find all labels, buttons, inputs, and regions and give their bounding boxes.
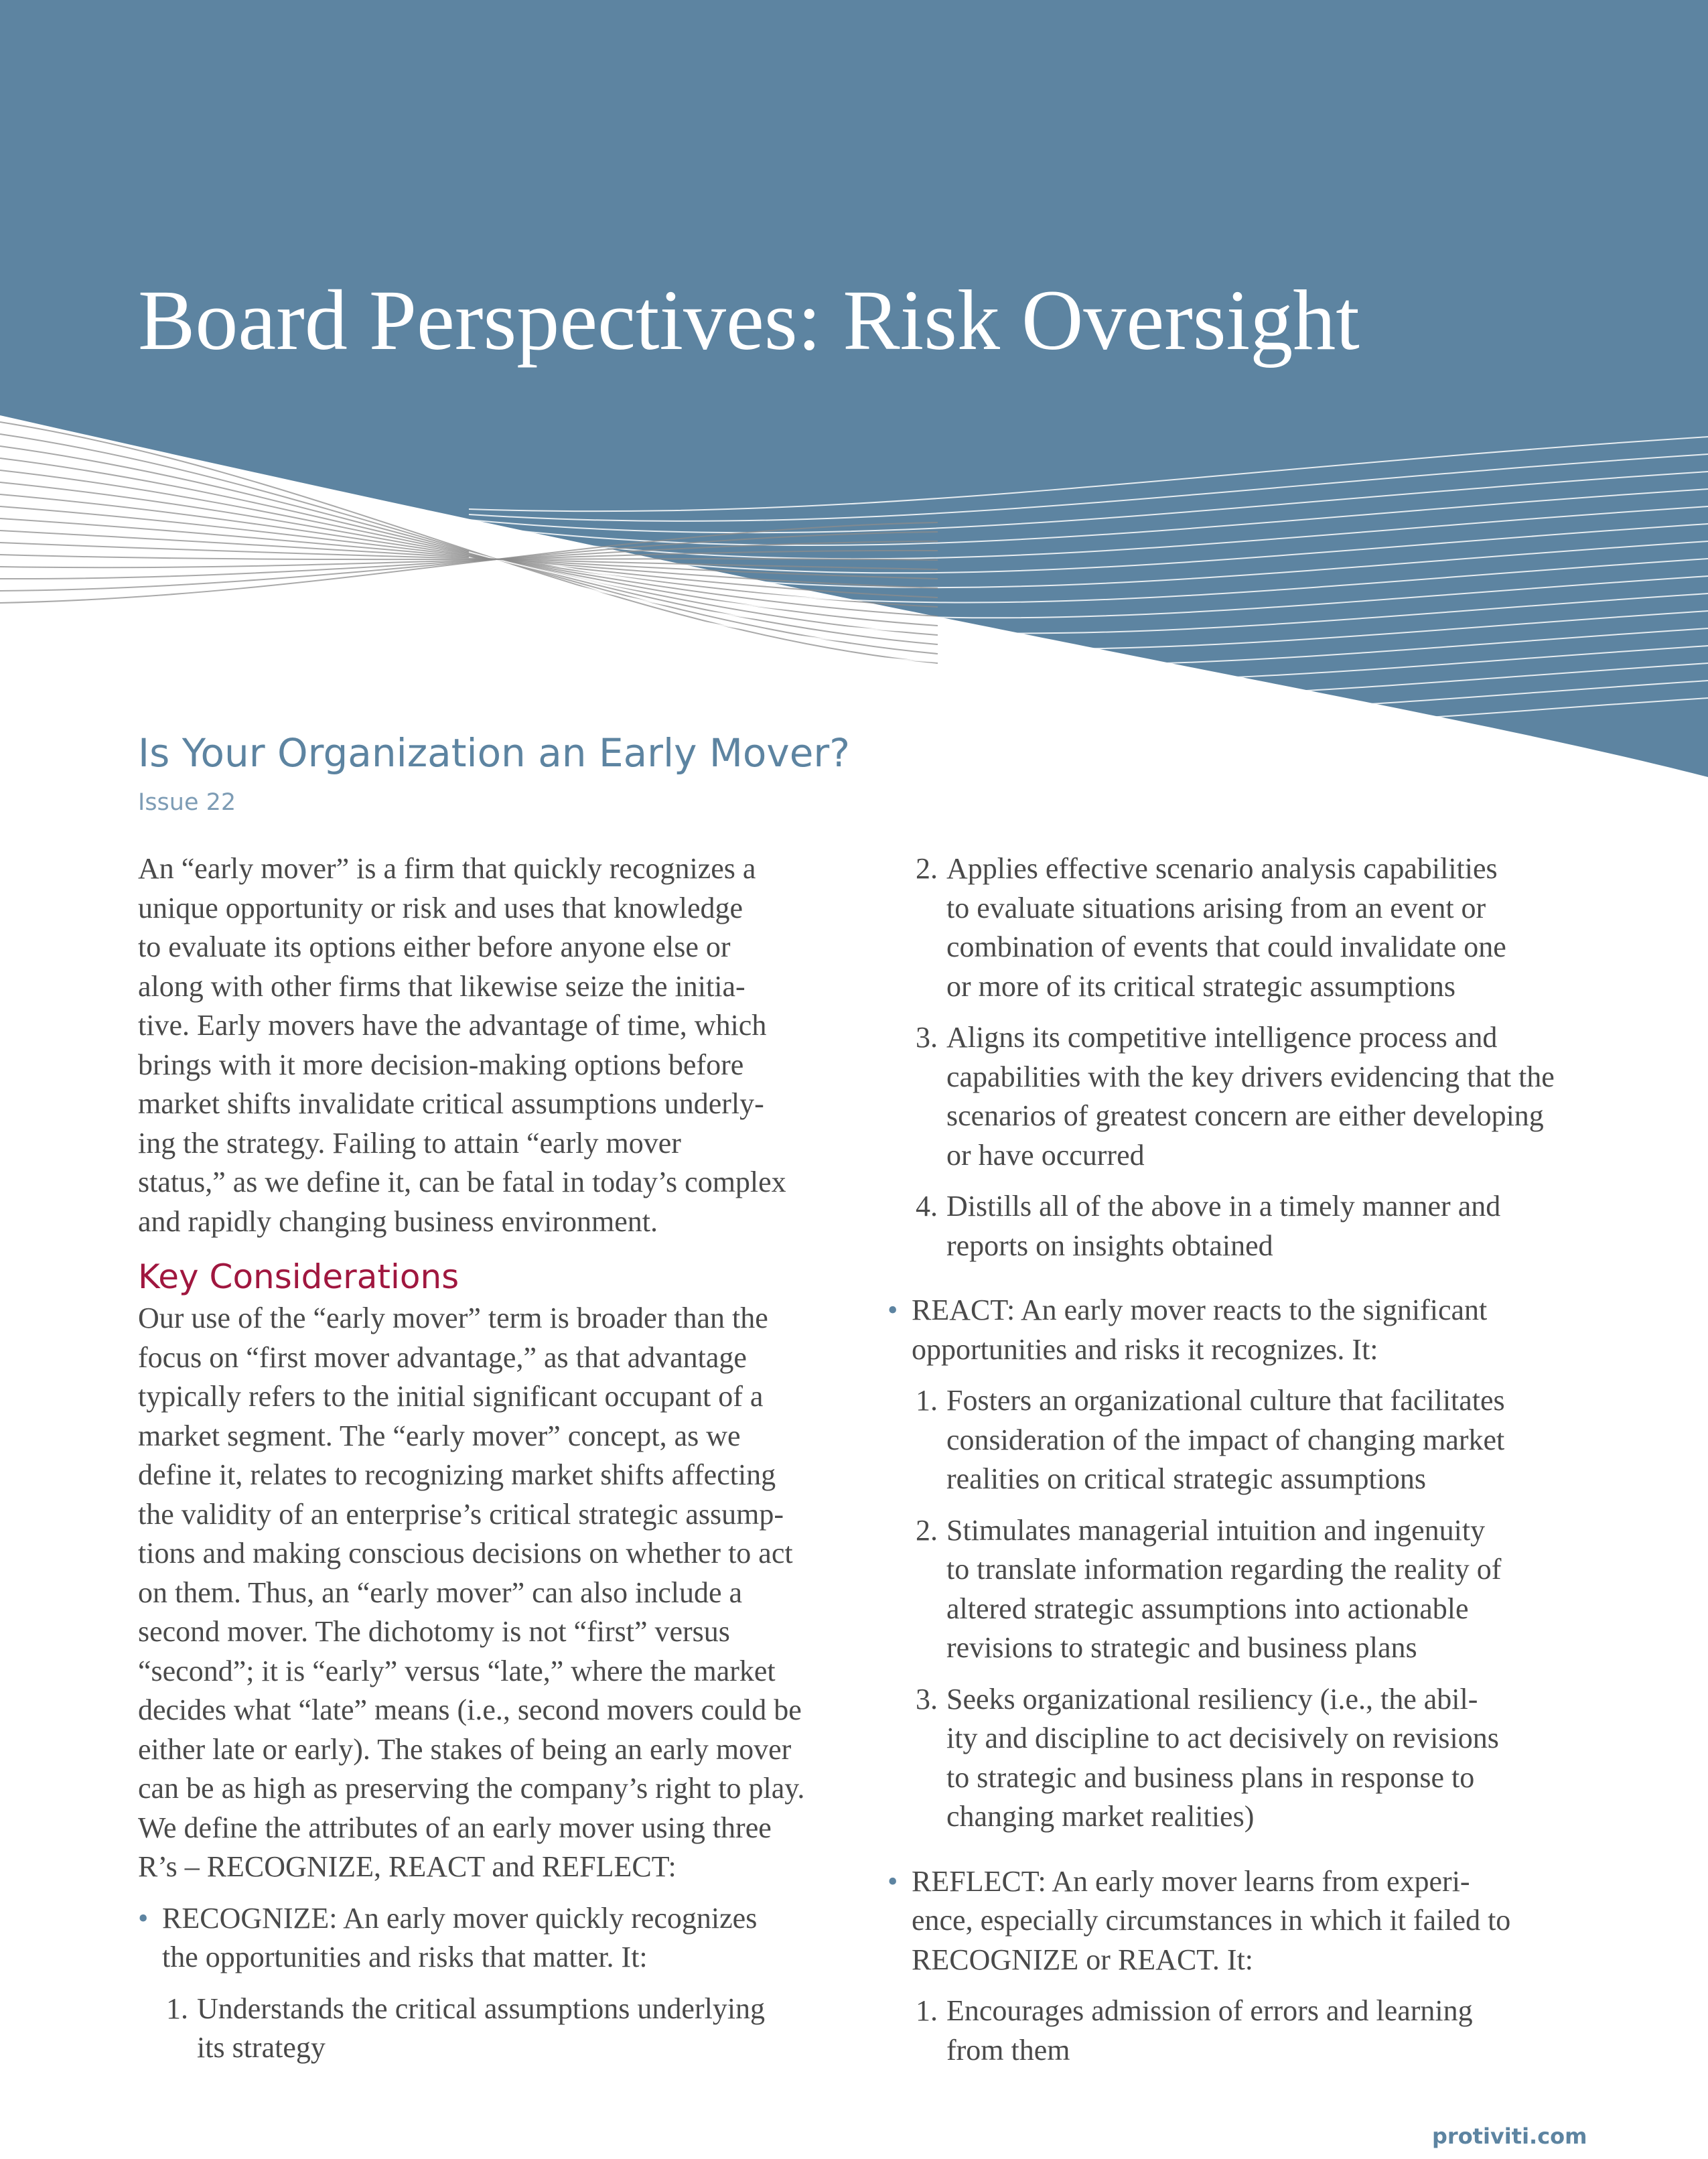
item-line: altered strategic assumptions into actionable xyxy=(946,1592,1469,1625)
intro-line: and rapidly changing business environment. xyxy=(138,1204,658,1238)
intro-paragraph xyxy=(138,849,835,1241)
item-line: consideration of the impact of changing market xyxy=(946,1423,1505,1456)
intro-line: unique opportunity or risk and uses that knowledge xyxy=(138,891,743,924)
item-line: from them xyxy=(946,2033,1070,2067)
bullet-line: ence, especially circumstances in which it failed to xyxy=(912,1904,1511,1937)
key-considerations-heading: Key Considerations xyxy=(138,1257,459,1296)
paragraph-line: market segment. The “early mover” concept, as we xyxy=(138,1419,741,1452)
key-considerations-paragraph xyxy=(138,1299,835,1809)
left-column xyxy=(138,849,835,2068)
website-link[interactable]: protiviti.com xyxy=(1432,2123,1587,2149)
paragraph-line: either late or early). The stakes of being an early mover xyxy=(138,1732,792,1766)
item-line: capabilities with the key drivers evidencing that the xyxy=(946,1060,1555,1093)
item-line: Aligns its competitive intelligence process and xyxy=(946,1021,1498,1054)
article-title: Is Your Organization an Early Mover? xyxy=(138,730,851,776)
item-line: Stimulates managerial intuition and ingenuity xyxy=(946,1513,1486,1547)
intro-line: brings with it more decision-making options before xyxy=(138,1048,744,1081)
bullet-dot: • xyxy=(138,1901,149,1935)
item-line: Seeks organizational resiliency (i.e., the abil- xyxy=(946,1682,1478,1716)
bullet-line: the opportunities and risks that matter. It: xyxy=(162,1941,648,1973)
item-number: 3. xyxy=(916,1021,938,1054)
item-line: ity and discipline to act decisively on revisions xyxy=(946,1722,1499,1754)
recognize-bullet xyxy=(138,1899,835,1977)
item-line: or have occurred xyxy=(946,1138,1145,1172)
bullet-line: RECOGNIZE or REACT. It: xyxy=(912,1943,1254,1976)
item-line: Distills all of the above in a timely manner and xyxy=(946,1190,1501,1223)
item-line: reports on insights obtained xyxy=(946,1229,1273,1262)
item-line: to strategic and business plans in response to xyxy=(946,1760,1475,1794)
paragraph-line: the validity of an enterprise’s critical strategic assump- xyxy=(138,1497,784,1531)
paragraph-line: decides what “late” means (i.e., second movers could be xyxy=(138,1693,802,1726)
item-number: 2. xyxy=(916,852,938,885)
paragraph-line: on them. Thus, an “early mover” can also include a xyxy=(138,1576,743,1609)
item-line: realities on critical strategic assumptions xyxy=(946,1462,1427,1495)
item-number: 4. xyxy=(916,1190,938,1223)
reflect-item-1 xyxy=(887,1992,1597,2070)
item-line: its strategy xyxy=(197,2031,326,2064)
item-line: to translate information regarding the reality of xyxy=(946,1553,1502,1586)
intro-line: ing the strategy. Failing to attain “early mover xyxy=(138,1126,681,1160)
intro-line: market shifts invalidate critical assumptions underly- xyxy=(138,1087,764,1120)
paragraph-line: We define the attributes of an early mover using three xyxy=(138,1811,772,1844)
paragraph-line: can be as high as preserving the company’s right to play. xyxy=(138,1772,805,1805)
paragraph-line: “second”; it is “early” versus “late,” where the market xyxy=(138,1654,776,1687)
react-item-2 xyxy=(887,1511,1597,1668)
bullet-line: REACT: An early mover reacts to the significant xyxy=(912,1294,1488,1326)
recognize-item-2 xyxy=(887,849,1597,1006)
item-line: to evaluate situations arising from an event or xyxy=(946,891,1486,924)
react-item-3 xyxy=(887,1680,1597,1837)
issue-number: Issue 22 xyxy=(138,789,236,816)
item-line: or more of its critical strategic assumptions xyxy=(946,969,1456,1003)
three-rs-paragraph xyxy=(138,1809,835,1887)
document-title: Board Perspectives: Risk Oversight xyxy=(138,273,1360,368)
item-line: Encourages admission of errors and learning xyxy=(946,1994,1473,2027)
paragraph-line: define it, relates to recognizing market shifts affecting xyxy=(138,1458,776,1491)
right-column xyxy=(887,849,1597,2070)
header-banner xyxy=(0,0,1708,784)
intro-line: status,” as we define it, can be fatal in today’s complex xyxy=(138,1166,786,1198)
item-number: 1. xyxy=(916,1384,938,1417)
bullet-dot: • xyxy=(887,1294,898,1326)
bullet-line: RECOGNIZE: An early mover quickly recognizes xyxy=(162,1901,758,1935)
react-bullet xyxy=(887,1291,1597,1369)
item-line: revisions to strategic and business plans xyxy=(946,1631,1417,1664)
paragraph-line: second mover. The dichotomy is not “first” versus xyxy=(138,1615,730,1648)
item-line: Applies effective scenario analysis capabilities xyxy=(946,852,1498,885)
item-line: combination of events that could invalidate one xyxy=(946,930,1506,963)
reflect-bullet xyxy=(887,1862,1597,1980)
item-number: 1. xyxy=(166,1992,188,2025)
paragraph-line: tions and making conscious decisions on whether to act xyxy=(138,1537,793,1570)
recognize-item-4 xyxy=(887,1187,1597,1265)
recognize-item-3 xyxy=(887,1018,1597,1175)
bullet-dot: • xyxy=(887,1864,898,1898)
item-number: 2. xyxy=(916,1513,938,1547)
paragraph-line: R’s – RECOGNIZE, REACT and REFLECT: xyxy=(138,1850,677,1883)
intro-line: along with other firms that likewise seize the initia- xyxy=(138,969,745,1003)
item-number: 3. xyxy=(916,1682,938,1716)
intro-line: tive. Early movers have the advantage of time, which xyxy=(138,1009,767,1042)
paragraph-line: focus on “first mover advantage,” as that advantage xyxy=(138,1340,747,1374)
banner-background xyxy=(0,0,1708,777)
intro-line: An “early mover” is a firm that quickly recognizes a xyxy=(138,852,756,885)
item-line: Fosters an organizational culture that facilitates xyxy=(946,1384,1505,1417)
item-number: 1. xyxy=(916,1994,938,2027)
paragraph-line: typically refers to the initial significant occupant of a xyxy=(138,1380,764,1413)
item-line: scenarios of greatest concern are either developing xyxy=(946,1099,1544,1132)
bullet-line: REFLECT: An early mover learns from experi- xyxy=(912,1864,1470,1898)
item-line: changing market realities) xyxy=(946,1800,1255,1833)
intro-line: to evaluate its options either before anyone else or xyxy=(138,930,731,963)
bullet-line: opportunities and risks it recognizes. It: xyxy=(912,1332,1378,1366)
paragraph-line: Our use of the “early mover” term is broader than the xyxy=(138,1302,768,1334)
react-item-1 xyxy=(887,1381,1597,1499)
recognize-item-1 xyxy=(138,1990,835,2068)
item-line: Understands the critical assumptions underlying xyxy=(197,1992,766,2025)
